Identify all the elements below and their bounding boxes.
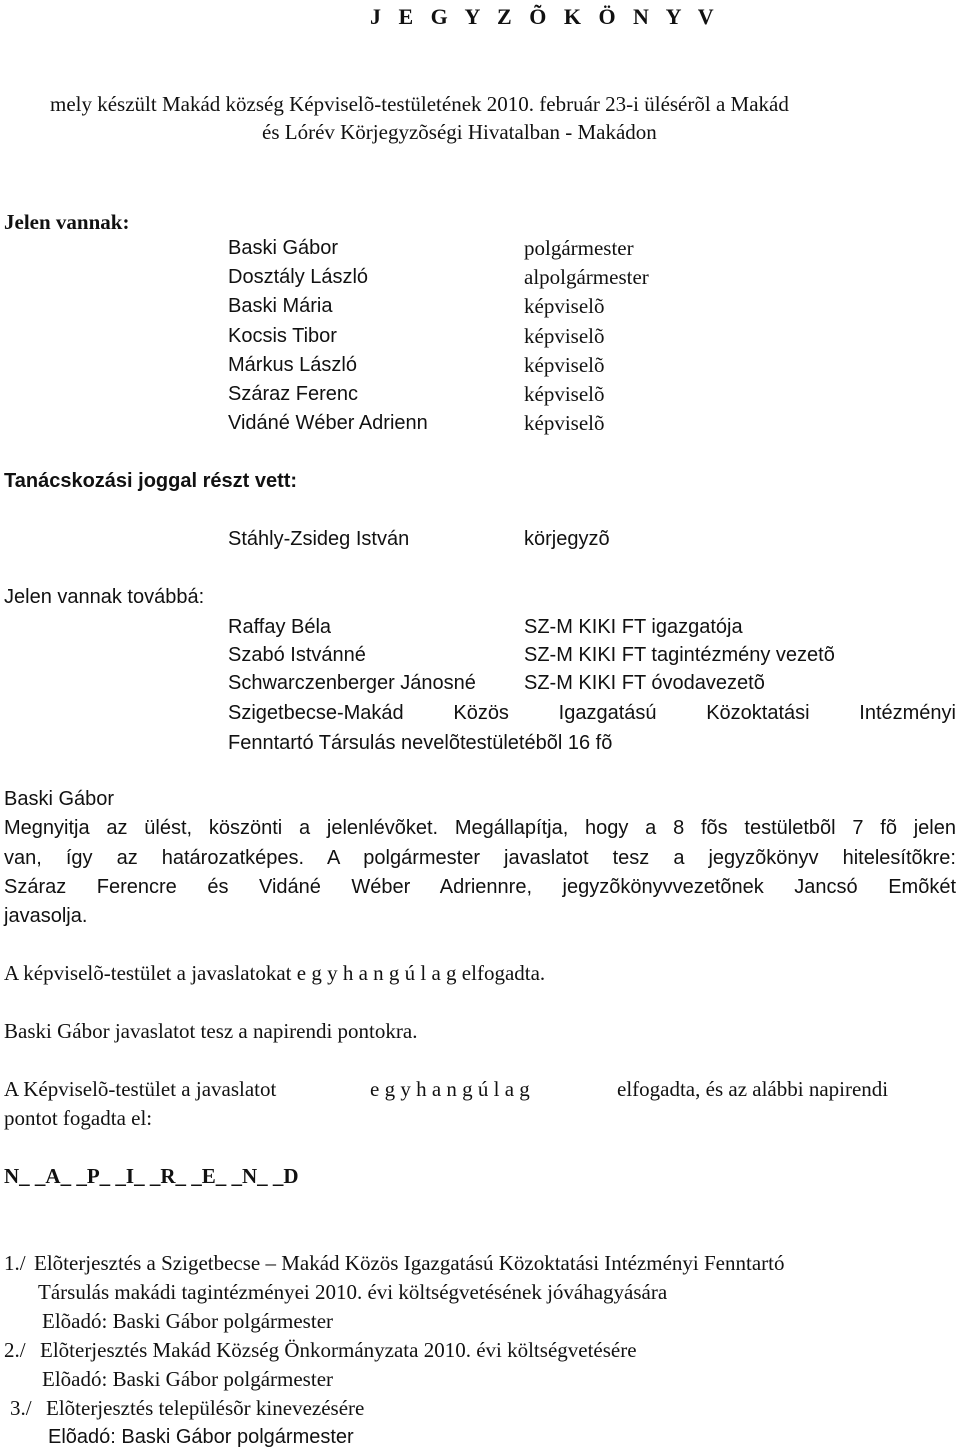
guest-name: Schwarczenberger Jánosné	[228, 672, 476, 694]
agenda-item-line: Elõterjesztés a Szigetbecse – Makád Közös Igazgatású Közoktatási Intézményi Fenntartó	[34, 1251, 785, 1275]
agenda-item-presenter: Elõadó: Baski Gábor polgármester	[42, 1367, 334, 1391]
decision-1-spaced: e g y h a n g ú l a g	[296, 961, 457, 985]
agenda-item-number: 2./	[4, 1338, 26, 1362]
decision-2-spaced: e g y h a n g ú l a g	[370, 1077, 530, 1101]
member-role: képviselõ	[524, 411, 605, 435]
decision-1	[4, 963, 545, 984]
agenda-heading: N_ _A_ _P_ _I_ _R_ _E_ _N_ _D	[4, 1164, 299, 1188]
member-role: képviselõ	[524, 353, 605, 377]
member-role: polgármester	[524, 236, 634, 260]
agenda-item-number: 1./	[4, 1251, 26, 1275]
guest-name: Szabó Istvánné	[228, 644, 366, 666]
member-name: Baski Mária	[228, 295, 333, 317]
decision-2-line-2: pontot fogadta el:	[4, 1106, 153, 1130]
intro-line-1: mely készült Makád község Képviselõ-testületének 2010. február 23-i ülésérõl a Makád	[50, 92, 789, 116]
member-name: Márkus László	[228, 354, 357, 376]
advisory-heading: Tanácskozási joggal részt vett:	[4, 470, 298, 492]
document-title: J E G Y Z Õ K Ö N Y V	[370, 4, 720, 29]
member-role: képviselõ	[524, 324, 605, 348]
intro-line-2: és Lórév Körjegyzõségi Hivatalban - Makádon	[262, 120, 657, 144]
present-heading: Jelen vannak:	[4, 210, 130, 234]
also-present-heading: Jelen vannak továbbá:	[4, 586, 205, 608]
member-role: képviselõ	[524, 294, 605, 318]
advisory-name: Stáhly-Zsideg István	[228, 528, 410, 550]
guest-role: SZ-M KIKI FT óvodavezetõ	[524, 672, 765, 694]
member-name: Száraz Ferenc	[228, 383, 359, 405]
member-role: képviselõ	[524, 382, 605, 406]
agenda-item-presenter: Elõadó: Baski Gábor polgármester	[48, 1426, 354, 1448]
opening-line-4: javasolja.	[4, 905, 88, 927]
opening-line-3: Száraz Ferencre és Vidáné Wéber Adriennre, jegyzõkönyvvezetõnek Jancsó Emõkét	[4, 876, 956, 898]
guest-role: SZ-M KIKI FT igazgatója	[524, 616, 743, 638]
guest-group-line-2: Fenntartó Társulás nevelõtestületébõl 16 fõ	[228, 732, 613, 754]
guest-group-line-1: Szigetbecse-Makád Közös Igazgatású Közoktatási Intézményi	[228, 702, 956, 724]
decision-1-after: elfogadta.	[461, 961, 546, 985]
decision-1-before: A képviselõ-testület a javaslatokat	[4, 961, 292, 985]
agenda-item-presenter: Elõadó: Baski Gábor polgármester	[42, 1309, 334, 1333]
member-name: Vidáné Wéber Adrienn	[228, 412, 428, 434]
agenda-item-number: 3./	[10, 1396, 32, 1420]
opening-line-2: van, így az határozatképes. A polgármester javaslatot tesz a jegyzõkönyv hitelesítõkre:	[4, 847, 956, 869]
decision-2-before: A Képviselõ-testület a javaslatot	[4, 1077, 277, 1101]
opening-line-1: Megnyitja az ülést, köszönti a jelenlévõket. Megállapítja, hogy a 8 fõs testületbõl 7 fõ jelen	[4, 817, 956, 839]
member-name: Kocsis Tibor	[228, 325, 337, 347]
guest-name: Raffay Béla	[228, 616, 332, 638]
decision-2-after: elfogadta, és az alábbi napirendi	[617, 1077, 889, 1101]
guest-role: SZ-M KIKI FT tagintézmény vezetõ	[524, 644, 835, 666]
member-name: Dosztály László	[228, 266, 369, 288]
member-role: alpolgármester	[524, 265, 649, 289]
agenda-proposal: Baski Gábor javaslatot tesz a napirendi pontokra.	[4, 1019, 418, 1043]
agenda-item-line: Társulás makádi tagintézményei 2010. évi költségvetésének jóváhagyására	[38, 1280, 668, 1304]
agenda-item-line: Elõterjesztés Makád Község Önkormányzata 2010. évi költségvetésére	[40, 1338, 637, 1362]
advisory-role: körjegyzõ	[524, 528, 610, 550]
member-name: Baski Gábor	[228, 237, 339, 259]
opening-speaker: Baski Gábor	[4, 788, 115, 810]
agenda-item-line: Elõterjesztés településõr kinevezésére	[46, 1396, 365, 1420]
